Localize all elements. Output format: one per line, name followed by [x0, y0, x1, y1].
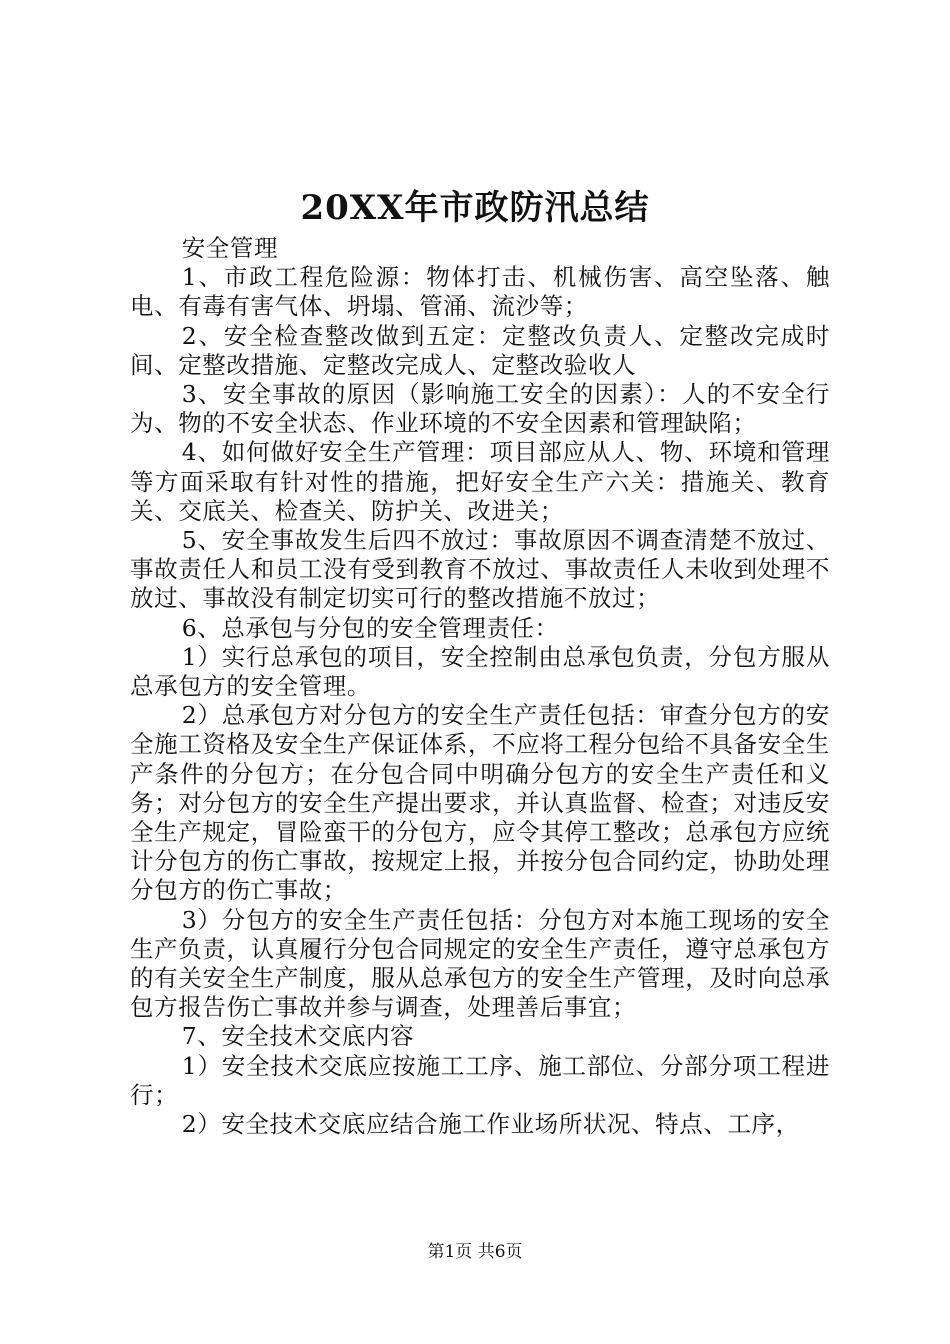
- document-title: 20XX年市政防汛总结: [300, 188, 650, 228]
- paragraph: 1、市政工程危险源：物体打击、机械伤害、高空坠落、触电、有毒有害气体、坍塌、管涌、流沙等；: [130, 263, 830, 321]
- paragraph: 5、安全事故发生后四不放过：事故原因不调查清楚不放过、事故责任人和员工没有受到教育不放过、事故责任人未收到处理不放过、事故没有制定切实可行的整改措施不放过；: [130, 526, 830, 613]
- paragraph: 1）实行总承包的项目，安全控制由总承包负责，分包方服从总承包方的安全管理。: [130, 642, 830, 701]
- paragraph: 3、安全事故的原因（影响施工安全的因素）：人的不安全行为、物的不安全状态、作业环境的不安全因素和管理缺陷；: [130, 380, 830, 438]
- paragraph: 1）安全技术交底应按施工工序、施工部位、分部分项工程进行；: [130, 1051, 830, 1109]
- paragraph: 7、安全技术交底内容: [181, 1022, 415, 1051]
- paragraph: 3）分包方的安全生产责任包括：分包方对本施工现场的安全生产负责，认真履行分包合同规定的安全生产责任，遵守总承包方的有关安全生产制度，服从总承包方的安全生产管理，及时向总承包方报告伤亡事故并参与调查，处理善后事宜；: [130, 905, 830, 1022]
- paragraph: 2）总承包方对分包方的安全生产责任包括：审查分包方的安全施工资格及安全生产保证体系，不应将工程分包给不具备安全生产条件的分包方；在分包合同中明确分包方的安全生产责任和义务；对分包方的安全生产提出要求，并认真监督、检查；对违反安全生产规定，冒险蛮干的分包方，应令其停工整改；总承包方应统计分包方的伤亡事故，按规定上报，并按分包合同约定，协助处理分包方的伤亡事故；: [130, 701, 830, 905]
- paragraph: 6、总承包与分包的安全管理责任：: [181, 613, 559, 642]
- page-footer: 第1页 共6页: [427, 1242, 523, 1262]
- paragraph: 安全管理: [181, 234, 279, 262]
- document-body: [130, 234, 830, 1139]
- paragraph: 4、如何做好安全生产管理：项目部应从人、物、环境和管理等方面采取有针对性的措施，把好安全生产六关：措施关、教育关、交底关、检查关、防护关、改进关；: [130, 438, 830, 525]
- paragraph: 2）安全技术交底应结合施工作业场所状况、特点、工序，: [181, 1110, 800, 1139]
- paragraph: 2、安全检查整改做到五定：定整改负责人、定整改完成时间、定整改措施、定整改完成人、定整改验收人: [130, 321, 830, 379]
